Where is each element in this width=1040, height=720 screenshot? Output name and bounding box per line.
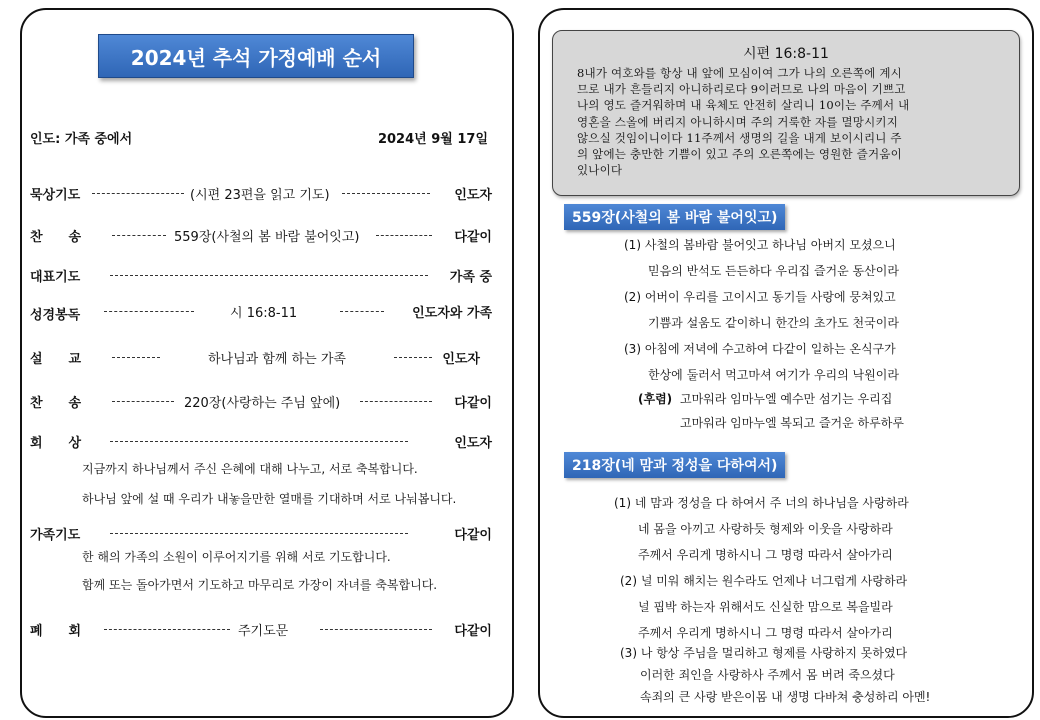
scripture-box bbox=[552, 30, 1020, 196]
leader-dots bbox=[110, 275, 428, 276]
hymn-559-line: 고마워라 임마누엘 복되고 즐거운 하루하루 bbox=[680, 416, 904, 430]
hymn-218-line: 이러한 죄인을 사랑하사 주께서 몸 버려 죽으셨다 bbox=[640, 668, 895, 682]
leader-dots bbox=[394, 357, 432, 358]
service-date: 2024년 9월 17일 bbox=[377, 132, 488, 147]
order-item-silent-prayer bbox=[30, 184, 492, 202]
order-item-detail: 220장(사랑하는 주님 앞에) bbox=[184, 396, 341, 411]
scripture-line: 8내가 여호와를 항상 내 앞에 모심이여 그가 나의 오른쪽에 계시 bbox=[577, 66, 902, 80]
leader-info: 인도: 가족 중에서 bbox=[30, 132, 133, 147]
order-item-family-prayer bbox=[30, 524, 492, 542]
leader-dots bbox=[342, 193, 430, 194]
scripture-line: 나의 영도 즐거워하며 내 육체도 안전히 살리니 10이는 주께서 내 bbox=[577, 98, 910, 113]
order-item-label: 찬 송 bbox=[30, 396, 82, 411]
hymn-218-title: 218장(네 맘과 정성을 다하여서) bbox=[564, 452, 785, 478]
order-item-scripture-reading bbox=[30, 302, 492, 323]
hymn-559-line: 고마워라 임마누엘 예수만 섬기는 우리집 bbox=[680, 392, 893, 406]
order-item-person: 인도자 bbox=[442, 352, 480, 367]
order-item-sermon bbox=[30, 348, 492, 366]
hymn-559-line: (2) 어버이 우리를 고이시고 동기들 사랑에 뭉쳐있고 bbox=[624, 290, 896, 304]
hymn-218-line: 널 핍박 하는자 위해서도 신실한 맘으로 복을빌라 bbox=[638, 600, 893, 614]
order-item-person: 다같이 bbox=[454, 624, 492, 639]
family-prayer-line-2: 함께 또는 돌아가면서 기도하고 마무리로 가장이 자녀를 축복합니다. bbox=[82, 578, 438, 592]
leader-dots bbox=[110, 441, 408, 442]
hymn-218-line: 속죄의 큰 사랑 받은이몸 내 생명 다바쳐 충성하리 아멘! bbox=[640, 690, 931, 704]
scripture-line: 않으실 것임이니이다 11주께서 생명의 길을 내게 보이시리니 주 bbox=[577, 130, 902, 145]
scripture-line: 있나이다 bbox=[577, 163, 623, 178]
scripture-line: 므로 내가 흔들리지 아니하리로다 9이러므로 나의 마음이 기쁘고 bbox=[577, 82, 906, 97]
order-item-label: 성경봉독 bbox=[30, 308, 81, 323]
leader-dots bbox=[112, 401, 174, 402]
refrain-label: (후렴) bbox=[638, 392, 673, 406]
scripture-line: 의 앞에는 충만한 기쁨이 있고 주의 오른쪽에는 영원한 즐거움이 bbox=[577, 147, 902, 162]
hymn-218-line: (2) 널 미워 해치는 원수라도 언제나 너그럽게 사랑하라 bbox=[620, 574, 908, 588]
order-item-hymn-1 bbox=[30, 226, 492, 244]
leader-dots bbox=[92, 193, 184, 194]
order-item-detail: 주기도문 bbox=[238, 624, 289, 639]
leader-dots bbox=[112, 235, 166, 236]
hymn-218-line: (3) 나 항상 주님을 멀리하고 형제를 사랑하지 못하였다 bbox=[620, 646, 908, 660]
leader-dots bbox=[360, 401, 432, 402]
order-item-person: 인도자와 가족 bbox=[412, 306, 492, 321]
leader-dots bbox=[112, 357, 160, 358]
hymn-218-line: 네 몸을 아끼고 사랑하듯 형제와 이웃을 사랑하라 bbox=[638, 522, 893, 536]
hymn-559-line: (3) 아침에 저녁에 수고하여 다같이 일하는 온식구가 bbox=[624, 342, 896, 356]
order-item-label: 묵상기도 bbox=[30, 188, 81, 203]
order-item-label: 찬 송 bbox=[30, 230, 82, 245]
hymn-559-line: 한상에 둘러서 먹고마셔 여기가 우리의 낙원이라 bbox=[648, 368, 899, 382]
leader-dots bbox=[340, 311, 384, 312]
leader-dots bbox=[110, 533, 408, 534]
order-item-closing bbox=[30, 620, 492, 638]
order-item-detail: 559장(사철의 봄 바람 불어잇고) bbox=[174, 230, 360, 245]
order-item-hymn-2 bbox=[30, 392, 492, 410]
order-item-detail: (시편 23편을 읽고 기도) bbox=[190, 188, 330, 203]
family-prayer-line-1: 한 해의 가족의 소원이 이루어지기를 위해 서로 기도합니다. bbox=[82, 550, 391, 564]
reflection-line-2: 하나님 앞에 설 때 우리가 내놓을만한 열매를 기대하며 서로 나눠봅니다. bbox=[82, 492, 457, 506]
order-item-label: 설 교 bbox=[30, 352, 82, 367]
hymn-218-line: 주께서 우리게 명하시니 그 명령 따라서 살아가리 bbox=[638, 626, 893, 640]
hymn-559-line: 기쁨과 설움도 같이하니 한간의 초가도 천국이라 bbox=[648, 316, 899, 330]
scripture-hymn-panel bbox=[538, 8, 1034, 718]
order-item-person: 다같이 bbox=[454, 230, 492, 245]
leader-dots bbox=[376, 235, 432, 236]
reflection-line-1: 지금까지 하나님께서 주신 은혜에 대해 나누고, 서로 축복합니다. bbox=[82, 462, 418, 476]
worship-order-panel bbox=[20, 8, 514, 718]
order-item-person: 인도자 bbox=[454, 188, 492, 203]
hymn-218-line: 주께서 우리게 명하시니 그 명령 따라서 살아가리 bbox=[638, 548, 893, 562]
order-item-person: 가족 중 bbox=[449, 270, 492, 285]
order-item-label: 폐 회 bbox=[30, 624, 82, 639]
hymn-559-line: 믿음의 반석도 든든하다 우리집 즐거운 동산이라 bbox=[648, 264, 899, 278]
scripture-text bbox=[553, 63, 1019, 178]
hymn-559-line: (1) 사철의 봄바람 불어잇고 하나님 아버지 모셨으니 bbox=[624, 238, 896, 252]
order-item-reflection bbox=[30, 432, 492, 450]
leader-dots bbox=[104, 629, 230, 630]
order-item-detail: 시 16:8-11 bbox=[230, 306, 298, 321]
order-item-label: 가족기도 bbox=[30, 528, 81, 543]
order-item-label: 회 상 bbox=[30, 436, 82, 451]
scripture-title: 시편 16:8-11 bbox=[743, 46, 829, 62]
leader-dots bbox=[104, 311, 194, 312]
order-item-person: 다같이 bbox=[454, 528, 492, 543]
order-item-detail: 하나님과 함께 하는 가족 bbox=[208, 352, 346, 367]
order-item-person: 다같이 bbox=[454, 396, 492, 411]
order-item-representative-prayer bbox=[30, 266, 492, 284]
hymn-559-title: 559장(사철의 봄 바람 불어잇고) bbox=[564, 204, 785, 230]
hymn-218-line: (1) 네 맘과 정성을 다 하여서 주 너의 하나님을 사랑하라 bbox=[614, 496, 909, 510]
leader-dots bbox=[320, 629, 432, 630]
order-item-person: 인도자 bbox=[454, 436, 492, 451]
scripture-line: 영혼을 스올에 버리지 아니하시며 주의 거룩한 자를 멸망시키지 bbox=[577, 114, 899, 129]
order-item-label: 대표기도 bbox=[30, 270, 81, 285]
page-title: 2024년 추석 가정예배 순서 bbox=[98, 34, 414, 78]
